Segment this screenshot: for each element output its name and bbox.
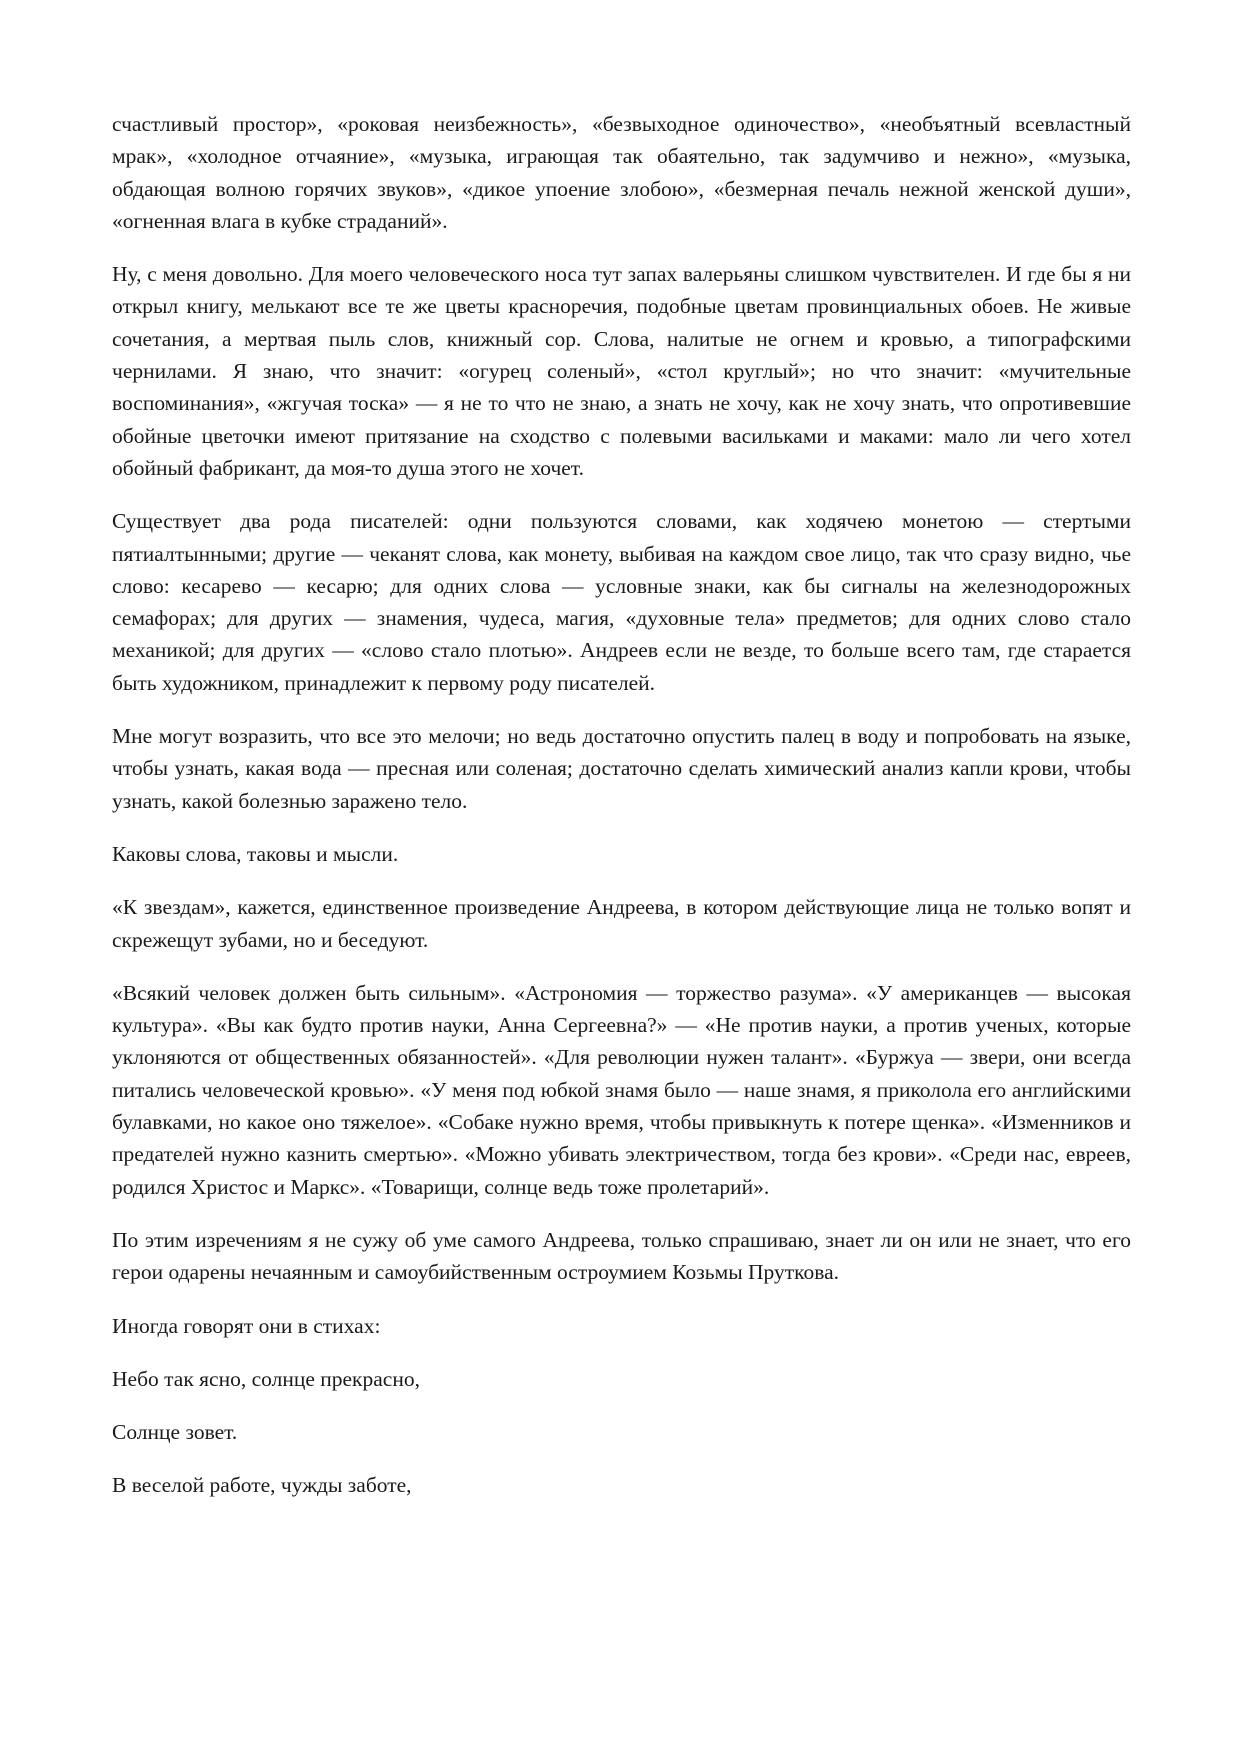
paragraph-8: По этим изречениям я не сужу об уме самого Андреева, только спрашиваю, знает ли он или не знает, что его герои одарены нечаянным и самоубийственным остроумием Козьмы Пруткова.: [112, 1227, 1131, 1285]
paragraph-7: «Всякий человек должен быть сильным». «Астрономия — торжество разума». «У американцев — высокая культура». «Вы как будто против науки, Анна Сергеевна?» — «Не против науки, а против ученых, которые уклоняются от общественных обязанностей». «Для революции нужен талант». «Буржуа — звери, они всегда питались человеческой кровью». «У меня под юбкой знамя было — наше знамя, я приколола его английскими булавками, но какое оно тяжелое». «Собаке нужно время, чтобы привыкнуть к потере щенка». «Изменников и предателей нужно казнить смертью». «Можно убивать электричеством, тогда без крови». «Среди нас, евреев, родился Христос и Маркс». «Товарищи, солнце ведь тоже пролетарий».: [112, 980, 1131, 1199]
paragraph-2: Ну, с меня довольно. Для моего человеческого носа тут запах валерьяны слишком чувствителен. И где бы я ни открыл книгу, мелькают все те же цветы красноречия, подобные цветам провинциальных обоев. Не живые сочетания, а мертвая пыль слов, книжный сор. Слова, налитые не огнем и кровью, а типографскими чернилами. Я знаю, что значит: «огурец соленый», «стол круглый»; но что значит: «мучительные воспоминания», «жгучая тоска» — я не то что не знаю, а знать не хочу, как не хочу знать, что опротивевшие обойные цветочки имеют притязание на сходство с полевыми васильками и маками: мало ли чего хотел обойный фабрикант, да моя-то душа этого не хочет.: [112, 262, 1131, 480]
paragraph-1: счастливый простор», «роковая неизбежность», «безвыходное одиночество», «необъятный всевластный мрак», «холодное отчаяние», «музыка, играющая так обаятельно, так задумчиво и нежно», «музыка, обдающая волною горячих звуков», «дикое упоение злобою», «безмерная печаль нежной женской души», «огненная влага в кубке страданий».: [112, 112, 1131, 233]
paragraph-9: Иногда говорят они в стихах:: [112, 1313, 381, 1338]
document-body: [112, 108, 1131, 1523]
paragraph-3: Существует два рода писателей: одни пользуются словами, как ходячею монетою — стертыми пятиалтынными; другие — чеканят слова, как монету, выбивая на каждом свое лицо, так что сразу видно, чье слово: кесарево — кесарю; для одних слова — условные знаки, как бы сигналы на железнодорожных семафорах; для других — знамения, чудеса, магия, «духовные тела» предметов; для одних слово стало механикой; для других — «слово стало плотью». Андреев если не везде, то больше всего там, где старается быть художником, принадлежит к первому роду писателей.: [112, 509, 1131, 695]
paragraph-5: Каковы слова, таковы и мысли.: [112, 841, 399, 866]
verse-line-1: Небо так ясно, солнце прекрасно,: [112, 1366, 420, 1391]
verse-line-2: Солнце зовет.: [112, 1420, 238, 1445]
paragraph-4: Мне могут возразить, что все это мелочи; но ведь достаточно опустить палец в воду и попробовать на языке, чтобы узнать, какая вода — пресная или соленая; достаточно сделать химический анализ капли крови, чтобы узнать, какой болезнью заражено тело.: [112, 724, 1131, 813]
verse-line-3: В веселой работе, чужды заботе,: [112, 1473, 412, 1498]
paragraph-6: «К звездам», кажется, единственное произведение Андреева, в котором действующие лица не только вопят и скрежещут зубами, но и беседуют.: [112, 895, 1131, 952]
